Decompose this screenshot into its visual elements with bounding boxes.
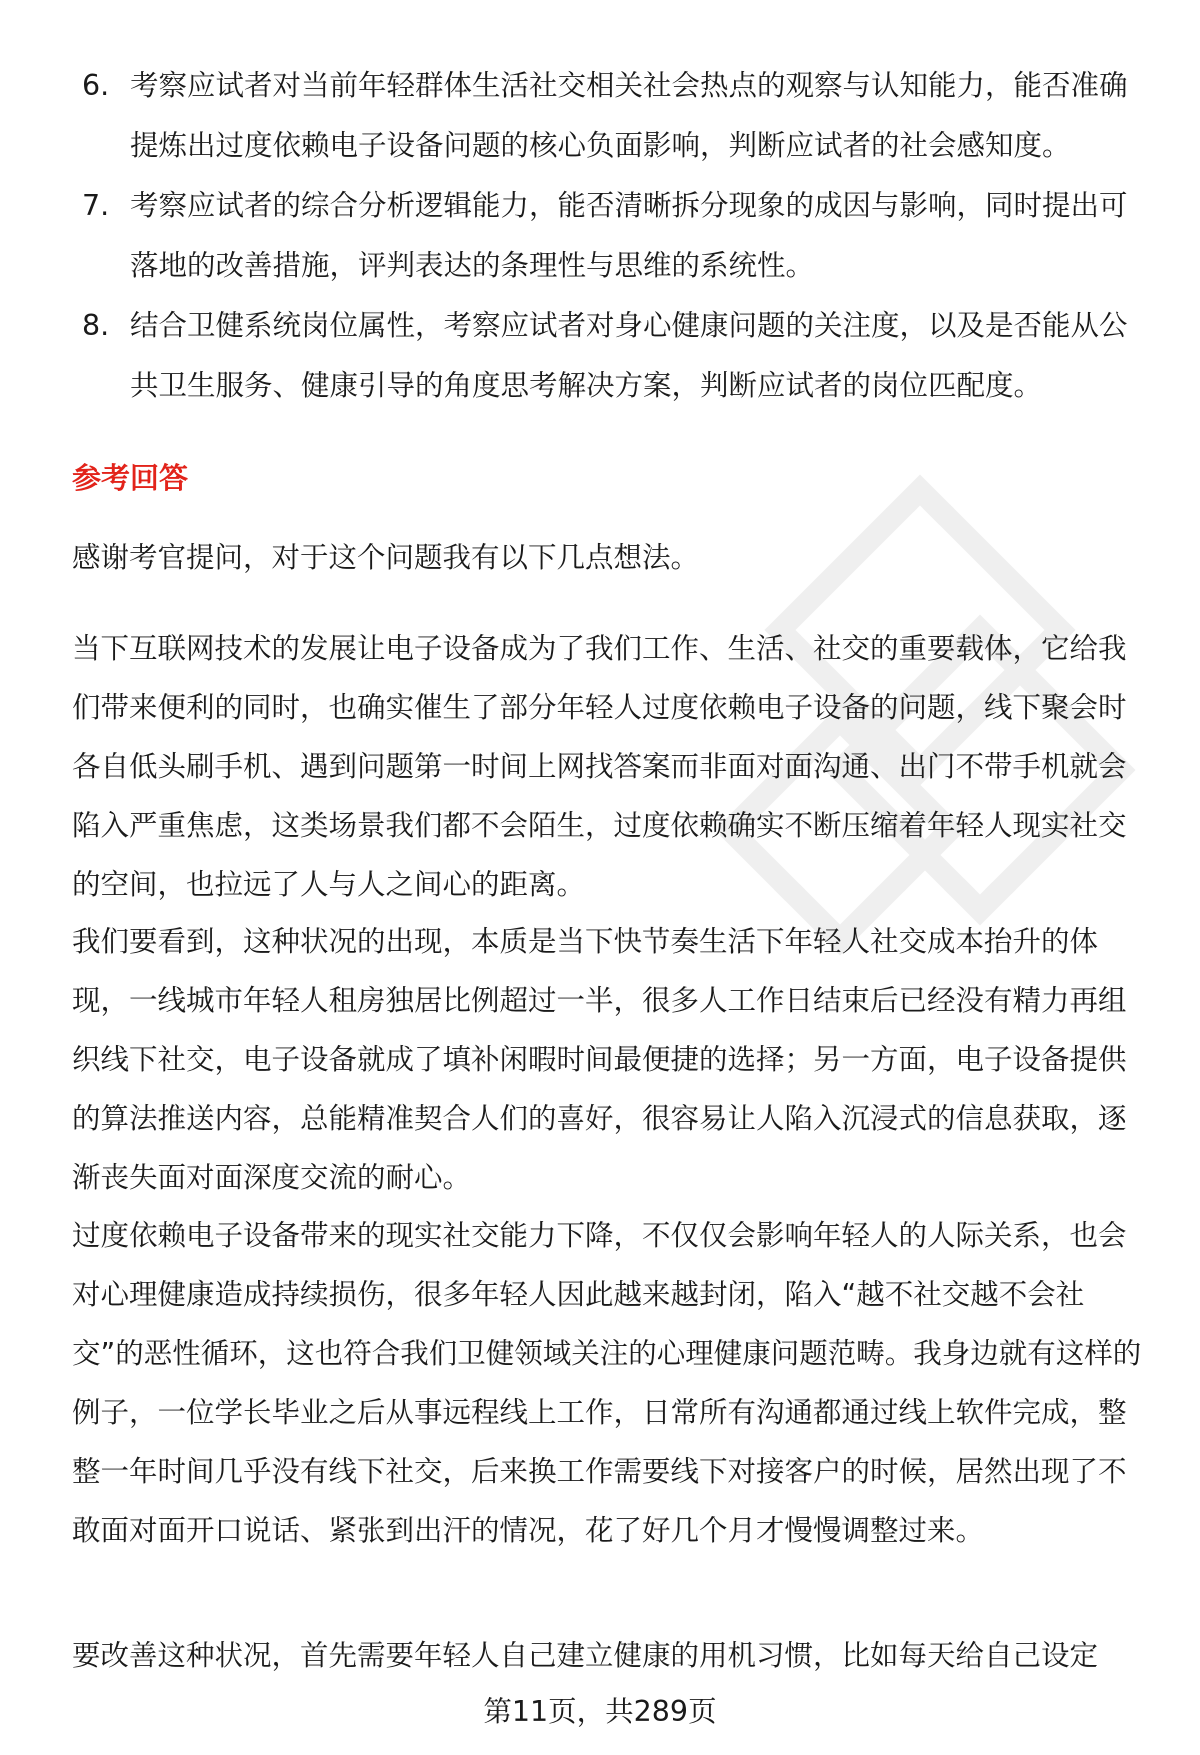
list-item-number: 8.	[82, 309, 110, 342]
list-item-number: 6.	[82, 69, 110, 102]
answer-paragraph: 要改善这种状况，首先需要年轻人自己建立健康的用机习惯，比如每天给自己设定	[72, 1639, 1099, 1672]
list-item-number: 7.	[82, 189, 110, 222]
list-item-text: 考察应试者对当前年轻群体生活社交相关社会热点的观察与认知能力，能否准确提炼出过度依赖电子设备问题的核心负面影响，判断应试者的社会感知度。	[130, 69, 1128, 162]
reference-answer-heading: 参考回答	[72, 461, 189, 495]
assessment-criteria-list	[72, 56, 1142, 416]
page-number-footer: 第11页，共289页	[483, 1695, 717, 1728]
list-item-text: 考察应试者的综合分析逻辑能力，能否清晰拆分现象的成因与影响，同时提出可落地的改善措施，评判表达的条理性与思维的系统性。	[130, 189, 1128, 282]
answer-paragraph: 我们要看到，这种状况的出现，本质是当下快节奏生活下年轻人社交成本抬升的体现，一线城市年轻人租房独居比例超过一半，很多人工作日结束后已经没有精力再组织线下社交，电子设备就成了填补闲暇时间最便捷的选择；另一方面，电子设备提供的算法推送内容，总能精准契合人们的喜好，很容易让人陷入沉浸式的信息获取，逐渐丧失面对面深度交流的耐心。	[72, 925, 1127, 1194]
list-item	[72, 56, 1142, 176]
answer-paragraph: 当下互联网技术的发展让电子设备成为了我们工作、生活、社交的重要载体，它给我们带来便利的同时，也确实催生了部分年轻人过度依赖电子设备的问题，线下聚会时各自低头刷手机、遇到问题第一时间上网找答案而非面对面沟通、出门不带手机就会陷入严重焦虑，这类场景我们都不会陌生，过度依赖确实不断压缩着年轻人现实社交的空间，也拉远了人与人之间心的距离。	[72, 632, 1127, 901]
list-item-text: 结合卫健系统岗位属性，考察应试者对身心健康问题的关注度，以及是否能从公共卫生服务、健康引导的角度思考解决方案，判断应试者的岗位匹配度。	[130, 309, 1128, 402]
list-item	[72, 296, 1142, 416]
answer-paragraph: 过度依赖电子设备带来的现实社交能力下降，不仅仅会影响年轻人的人际关系，也会对心理健康造成持续损伤，很多年轻人因此越来越封闭，陷入“越不社交越不会社交”的恶性循环，这也符合我们卫健领域关注的心理健康问题范畴。我身边就有这样的例子，一位学长毕业之后从事远程线上工作，日常所有沟通都通过线上软件完成，整整一年时间几乎没有线下社交，后来换工作需要线下对接客户的时候，居然出现了不敢面对面开口说话、紧张到出汗的情况，花了好几个月才慢慢调整过来。	[72, 1219, 1142, 1547]
answer-intro-paragraph: 感谢考官提问，对于这个问题我有以下几点想法。	[72, 541, 700, 574]
list-item	[72, 176, 1142, 296]
